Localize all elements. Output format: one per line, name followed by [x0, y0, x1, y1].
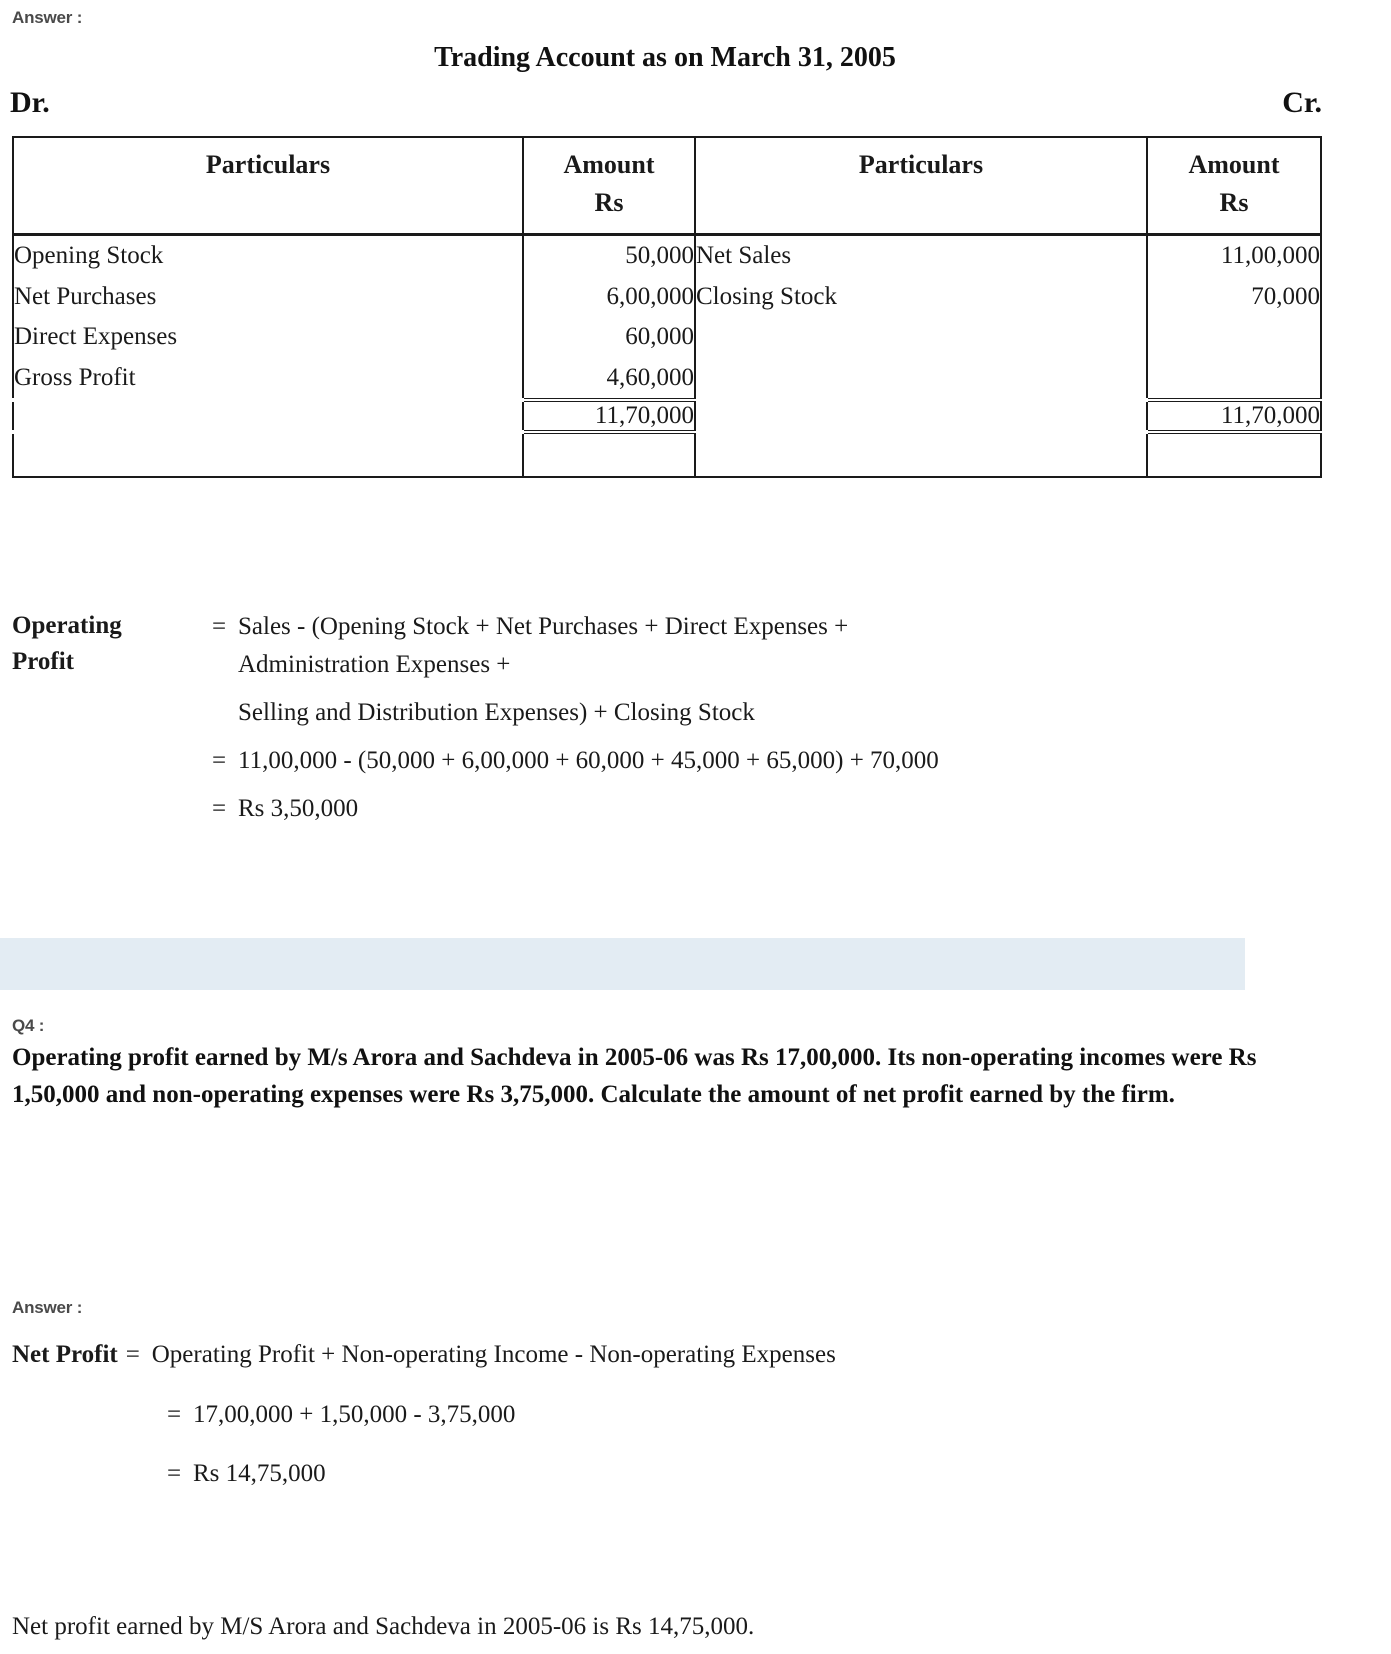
- header-amount-credit: [1147, 137, 1321, 235]
- credit-amounts-cell: [1147, 235, 1321, 401]
- credit-total-label-cell: [695, 400, 1147, 432]
- formula-text: 17,00,000 + 1,50,000 - 3,75,000: [193, 1400, 516, 1428]
- trading-account-table: [12, 136, 1322, 478]
- debit-total-label-cell: [13, 400, 523, 432]
- formula-text: Administration Expenses +: [238, 651, 511, 678]
- header-amount-credit-unit: Rs: [1219, 187, 1249, 217]
- list-item: 50,000: [625, 242, 694, 270]
- formula-text: Operating Profit + Non-operating Income - Non-operating Expenses: [151, 1341, 836, 1368]
- formula-line: [212, 742, 1342, 780]
- header-particulars-debit: Particulars: [13, 137, 523, 235]
- table-body-row: [13, 235, 1321, 401]
- formula-text: Selling and Distribution Expenses) + Closing Stock: [238, 699, 755, 726]
- equals-sign: =: [212, 613, 227, 640]
- list-item: 70,000: [1251, 282, 1320, 310]
- formula-line: [212, 790, 1342, 828]
- net-profit-line: [12, 1396, 1352, 1434]
- list-item: Net Sales: [696, 242, 792, 270]
- formula-text: Rs 3,50,000: [238, 795, 359, 822]
- header-amount-debit-unit: Rs: [594, 187, 624, 217]
- formula-text: Sales - (Opening Stock + Net Purchases + Direct Expenses +: [238, 613, 849, 640]
- equals-sign: =: [212, 795, 227, 822]
- list-item: Net Purchases: [14, 282, 157, 310]
- operating-profit-label-line1: Operating: [12, 612, 122, 639]
- list-item: 4,60,000: [606, 363, 694, 391]
- operating-profit-label: [12, 608, 212, 679]
- question4-label: Q4 :: [12, 1016, 45, 1035]
- debit-amounts-cell: [523, 235, 695, 401]
- debit-particulars-cell: [13, 235, 523, 401]
- operating-profit-block: [12, 608, 1342, 828]
- question4-text: Operating profit earned by M/s Arora and Sachdeva in 2005-06 was Rs 17,00,000. Its non-operating incomes were Rs 1,50,000 and non-operating expenses were Rs 3,75,000. Calculate the amount of net profit earned by the firm.: [12, 1044, 1257, 1108]
- header-amount-debit-word: Amount: [563, 150, 655, 179]
- list-item: Opening Stock: [14, 242, 164, 270]
- equals-sign: =: [167, 1400, 182, 1428]
- list-item: Closing Stock: [696, 282, 837, 310]
- trading-account-title: Trading Account as on March 31, 2005: [434, 42, 896, 73]
- header-amount-credit-word: Amount: [1188, 150, 1280, 179]
- operating-profit-label-line2: Profit: [12, 647, 75, 675]
- dr-cr-row: [10, 86, 1322, 120]
- section-divider-band: [0, 938, 1245, 990]
- cr-label: Cr.: [1282, 86, 1322, 119]
- tail-cell-credit-particulars: [695, 432, 1147, 477]
- equals-sign: =: [125, 1341, 140, 1368]
- header-amount-debit: [523, 137, 695, 235]
- spacer: [212, 684, 1342, 694]
- credit-particulars-cell: [695, 235, 1147, 401]
- table-head: [13, 137, 1321, 235]
- spacer: [12, 1374, 1352, 1396]
- formula-line: [212, 694, 1342, 732]
- header-particulars-credit: Particulars: [695, 137, 1147, 235]
- list-item: 60,000: [625, 323, 694, 351]
- trading-account-table-wrap: [12, 136, 1320, 478]
- formula-line: [212, 608, 1342, 646]
- credit-total-cell: 11,70,000: [1147, 400, 1321, 432]
- answer-label-top: Answer :: [12, 8, 83, 27]
- net-profit-conclusion: Net profit earned by M/S Arora and Sachdeva in 2005-06 is Rs 14,75,000.: [12, 1613, 755, 1640]
- list-item: 11,00,000: [1220, 242, 1320, 270]
- formula-text: Rs 14,75,000: [193, 1460, 326, 1487]
- equals-sign: =: [212, 747, 227, 774]
- debit-total-cell: 11,70,000: [523, 400, 695, 432]
- net-profit-label: Net Profit: [12, 1341, 118, 1368]
- operating-profit-lines: [212, 608, 1342, 828]
- net-profit-line: [12, 1336, 1352, 1374]
- list-item: 6,00,000: [606, 282, 694, 310]
- dr-label: Dr.: [10, 86, 50, 119]
- answer-label-bottom: Answer :: [12, 1298, 83, 1317]
- table-body: [13, 235, 1321, 478]
- debit-amounts-list: [524, 236, 694, 398]
- formula-text: 11,00,000 - (50,000 + 6,00,000 + 60,000 + 45,000 + 65,000) + 70,000: [238, 747, 939, 774]
- list-item: Gross Profit: [14, 363, 136, 391]
- list-item: Direct Expenses: [14, 323, 178, 351]
- equals-sign: =: [167, 1460, 182, 1487]
- formula-line: [212, 646, 1342, 684]
- table-header-row: [13, 137, 1321, 235]
- table-tail-row: [13, 432, 1321, 477]
- spacer: [212, 732, 1342, 742]
- net-profit-block: [12, 1336, 1352, 1493]
- net-profit-line: [12, 1455, 1352, 1493]
- spacer: [12, 1433, 1352, 1455]
- debit-particulars-list: [14, 236, 522, 398]
- table-total-row: [13, 400, 1321, 432]
- tail-cell-debit-particulars: [13, 432, 523, 477]
- tail-cell-credit-amount: [1147, 432, 1321, 477]
- credit-particulars-list: [696, 236, 1146, 398]
- tail-cell-debit-amount: [523, 432, 695, 477]
- credit-amounts-list: [1148, 236, 1320, 398]
- spacer: [212, 780, 1342, 790]
